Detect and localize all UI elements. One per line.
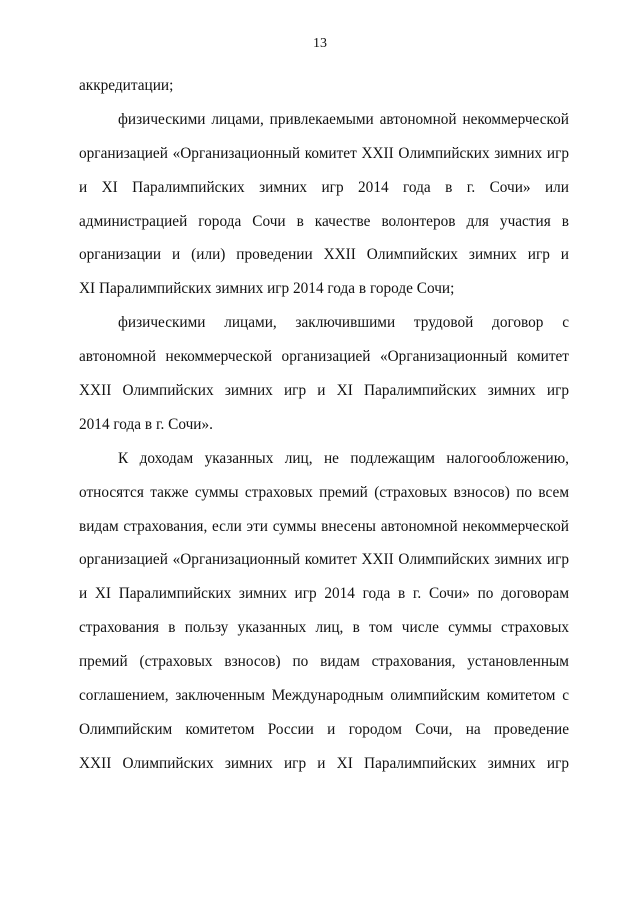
text-line: премий (страховых взносов) по видам страхования, установленным	[79, 653, 569, 671]
text-line: физическими лицами, привлекаемыми автономной некоммерческой	[118, 110, 569, 128]
text-line: видам страхования, если эти суммы внесены автономной некоммерческой	[79, 517, 569, 535]
text-line: Олимпийским комитетом России и городом Сочи, на проведение	[79, 720, 569, 738]
text-line: XXII Олимпийских зимних игр и XI Паралимпийских зимних игр	[79, 382, 569, 400]
text-line: организации и (или) проведении XXII Олимпийских зимних игр и	[79, 246, 569, 264]
text-line: относятся также суммы страховых премий (страховых взносов) по всем	[79, 483, 569, 501]
text-line: К доходам указанных лиц, не подлежащим налогообложению,	[118, 449, 569, 467]
text-line: физическими лицами, заключившими трудовой договор с	[118, 314, 569, 332]
text-line: организацией «Организационный комитет XXII Олимпийских зимних игр	[79, 551, 569, 569]
text-line: и XI Паралимпийских зимних игр 2014 года в г. Сочи» или	[79, 178, 569, 196]
text-line: 2014 года в г. Сочи».	[79, 415, 213, 433]
text-line: страхования в пользу указанных лиц, в том числе суммы страховых	[79, 619, 569, 637]
text-line: организацией «Организационный комитет XXII Олимпийских зимних игр	[79, 144, 569, 162]
text-line: и XI Паралимпийских зимних игр 2014 года в г. Сочи» по договорам	[79, 585, 569, 603]
document-body	[79, 69, 569, 781]
text-line: XI Паралимпийских зимних игр 2014 года в городе Сочи;	[79, 280, 455, 298]
text-line: соглашением, заключенным Международным олимпийским комитетом с	[79, 687, 569, 705]
text-line: автономной некоммерческой организацией «Организационный комитет	[79, 348, 569, 366]
page-number: 13	[313, 36, 327, 51]
text-line: администрацией города Сочи в качестве волонтеров для участия в	[79, 212, 569, 230]
text-line: аккредитации;	[79, 77, 174, 94]
text-line: XXII Олимпийских зимних игр и XI Паралимпийских зимних игр	[79, 754, 569, 772]
